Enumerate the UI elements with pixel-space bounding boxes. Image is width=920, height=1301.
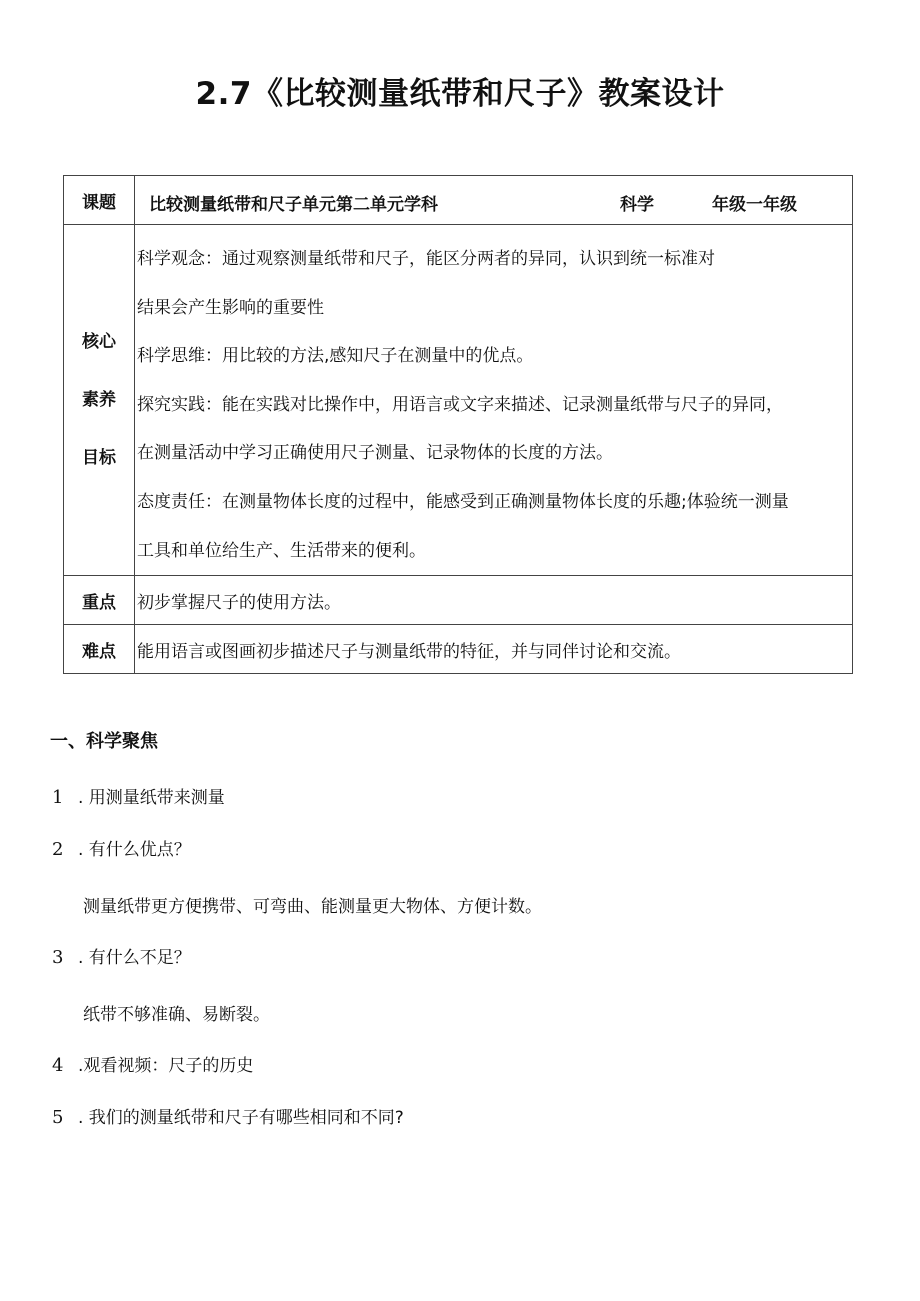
item-number: 4 <box>52 1055 64 1076</box>
core-label-line: 目标 <box>82 448 116 469</box>
course-info: 比较测量纸带和尺子单元第二单元学科 <box>149 195 438 215</box>
core-goals-label <box>64 225 135 576</box>
item-text: .观看视频：尺子的历史 <box>78 1056 254 1076</box>
list-item <box>52 1051 253 1076</box>
item-number: 2 <box>52 839 64 860</box>
core-label-line: 核心 <box>82 332 116 353</box>
goal-line: 结果会产生影响的重要性 <box>137 297 324 318</box>
document-title: 2.7《比较测量纸带和尺子》教案设计 <box>195 76 725 112</box>
advantages-answer: 测量纸带更方便携带、可弯曲、能测量更大物体、方便计数。 <box>83 897 542 917</box>
item-text: . 我们的测量纸带和尺子有哪些相同和不同? <box>78 1108 404 1128</box>
goal-line: 在测量活动中学习正确使用尺子测量、记录物体的长度的方法。 <box>137 443 613 464</box>
key-point-text: 初步掌握尺子的使用方法。 <box>135 576 853 625</box>
table-row-core-goals <box>64 225 853 576</box>
list-item <box>52 835 191 860</box>
item-text: . 有什么优点？ <box>78 840 191 860</box>
item-text: . 用测量纸带来测量 <box>78 788 225 808</box>
topic-cell <box>135 176 853 225</box>
core-goals-text <box>135 225 853 576</box>
topic-label: 课题 <box>64 176 135 225</box>
difficulty-label: 难点 <box>64 625 135 674</box>
table-row-key-point <box>64 576 853 625</box>
section-heading: 一、科学聚焦 <box>50 731 158 752</box>
table-row-difficulty <box>64 625 853 674</box>
table-row-header <box>64 176 853 225</box>
subject-value: 科学 <box>620 195 654 215</box>
goal-line: 态度责任：在测量物体长度的过程中，能感受到正确测量物体长度的乐趣;体验统一测量 <box>137 491 789 512</box>
item-number: 5 <box>52 1107 64 1128</box>
goal-line: 探究实践：能在实践对比操作中，用语言或文字来描述、记录测量纸带与尺子的异同， <box>137 394 783 415</box>
item-number: 1 <box>52 787 64 808</box>
list-item <box>52 1103 404 1128</box>
lesson-table <box>63 175 853 674</box>
goal-line: 科学观念：通过观察测量纸带和尺子，能区分两者的异同，认识到统一标准对 <box>137 249 715 269</box>
goal-line: 科学思维：用比较的方法,感知尺子在测量中的优点。 <box>137 346 534 367</box>
key-point-label: 重点 <box>64 576 135 625</box>
item-text: . 有什么不足？ <box>78 948 191 968</box>
core-label-line: 素养 <box>82 390 116 411</box>
shortcomings-answer: 纸带不够准确、易断裂。 <box>83 1005 270 1025</box>
goal-line: 工具和单位给生产、生活带来的便利。 <box>137 540 426 561</box>
difficulty-text: 能用语言或图画初步描述尺子与测量纸带的特征，并与同伴讨论和交流。 <box>135 625 853 674</box>
list-item <box>52 783 225 808</box>
item-number: 3 <box>52 947 64 968</box>
grade-value: 年级一年级 <box>712 195 797 215</box>
list-item <box>52 943 191 968</box>
